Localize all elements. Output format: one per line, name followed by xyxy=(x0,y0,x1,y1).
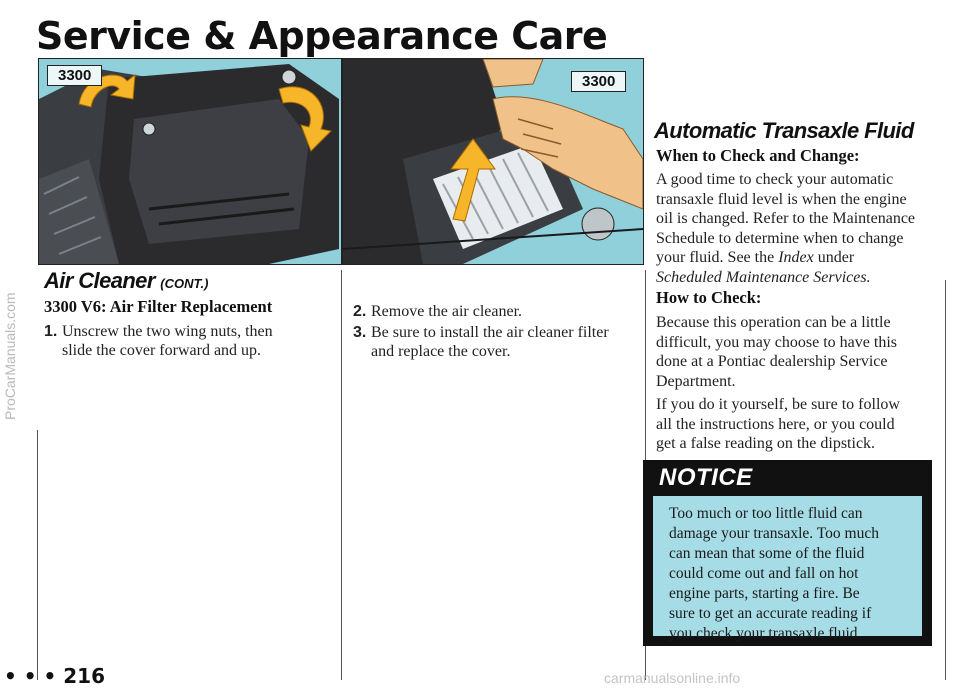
step-text-continued: and replace the cover. xyxy=(371,343,511,360)
paragraph-line: transaxle fluid level is when the engine xyxy=(656,190,907,208)
notice-line: engine parts, starting a fire. Be xyxy=(669,585,860,602)
page-number xyxy=(4,664,105,688)
paragraph-line xyxy=(656,248,941,268)
column-divider-center xyxy=(341,270,342,680)
right-margin-rule xyxy=(945,280,946,680)
when-to-check-heading: When to Check and Change: xyxy=(656,146,860,165)
air-cleaner-title-text: Air Cleaner xyxy=(44,268,155,293)
engine-label: 3300 xyxy=(571,71,626,92)
step-number: 1. xyxy=(44,323,58,340)
paragraph-line: get a false reading on the dipstick. xyxy=(656,435,876,452)
step-number: 2. xyxy=(353,303,367,320)
step-2 xyxy=(353,302,638,321)
notice-line: can mean that some of the fluid xyxy=(669,545,865,562)
page-dots: • • • xyxy=(4,664,57,688)
notice-line: could come out and fall on hot xyxy=(669,565,859,582)
bottom-watermark: carmanualsonline.info xyxy=(604,670,741,686)
paragraph-line: If you do it yourself, be sure to follow xyxy=(656,396,900,413)
scheduled-maintenance-reference: Scheduled Maintenance Services. xyxy=(656,268,871,286)
filter-replacement-heading: 3300 V6: Air Filter Replacement xyxy=(44,297,273,316)
paragraph-line: oil is changed. Refer to the Maintenance xyxy=(656,210,916,227)
step-3 xyxy=(353,323,638,361)
how-to-check-heading: How to Check: xyxy=(656,288,762,307)
step-text-continued: slide the cover forward and up. xyxy=(62,342,262,359)
air-cleaner-housing-figure xyxy=(38,58,342,265)
side-watermark: ProCarManuals.com xyxy=(2,292,18,420)
notice-title: NOTICE xyxy=(659,464,753,491)
page-title: Service & Appearance Care xyxy=(36,14,608,58)
step-text: Remove the air cleaner. xyxy=(371,303,523,320)
notice-body xyxy=(653,496,922,642)
how-to-check-paragraph-1 xyxy=(656,313,941,391)
paragraph-line: Because this operation can be a little xyxy=(656,314,891,331)
paragraph-line: all the instructions here, or you could xyxy=(656,415,895,433)
step-number: 3. xyxy=(353,324,367,341)
see-text: your fluid. See the xyxy=(656,249,775,266)
notice-line: sure to get an accurate reading if xyxy=(669,605,872,622)
notice-line: damage your transaxle. Too much xyxy=(669,525,879,542)
notice-text xyxy=(669,504,908,644)
paragraph-line xyxy=(656,268,941,288)
transaxle-fluid-title: Automatic Transaxle Fluid xyxy=(654,118,914,143)
air-cleaner-title xyxy=(44,268,208,294)
index-reference: Index xyxy=(778,249,814,266)
step-text: Unscrew the two wing nuts, then xyxy=(62,323,273,340)
air-cleaner-illustration xyxy=(39,59,341,264)
under-text: under xyxy=(817,249,855,266)
step-text: Be sure to install the air cleaner filter xyxy=(371,324,609,341)
paragraph-line: difficult, you may choose to have this xyxy=(656,333,897,351)
paragraph-line: Department. xyxy=(656,372,736,390)
notice-box xyxy=(643,460,932,646)
paragraph-line: done at a Pontiac dealership Service xyxy=(656,353,888,370)
page-number-value: 216 xyxy=(63,664,105,688)
notice-line: Too much or too little fluid can xyxy=(669,505,863,522)
continued-label: (CONT.) xyxy=(160,276,209,291)
when-to-check-paragraph xyxy=(656,170,941,287)
left-margin-rule xyxy=(37,430,38,680)
notice-line: you check your transaxle fluid. xyxy=(669,625,862,642)
how-to-check-paragraph-2 xyxy=(656,395,941,454)
engine-label: 3300 xyxy=(47,65,102,86)
step-1 xyxy=(44,322,334,360)
paragraph-line: A good time to check your automatic xyxy=(656,171,894,188)
filter-removal-figure xyxy=(342,58,644,265)
paragraph-line: Schedule to determine when to change xyxy=(656,229,904,247)
